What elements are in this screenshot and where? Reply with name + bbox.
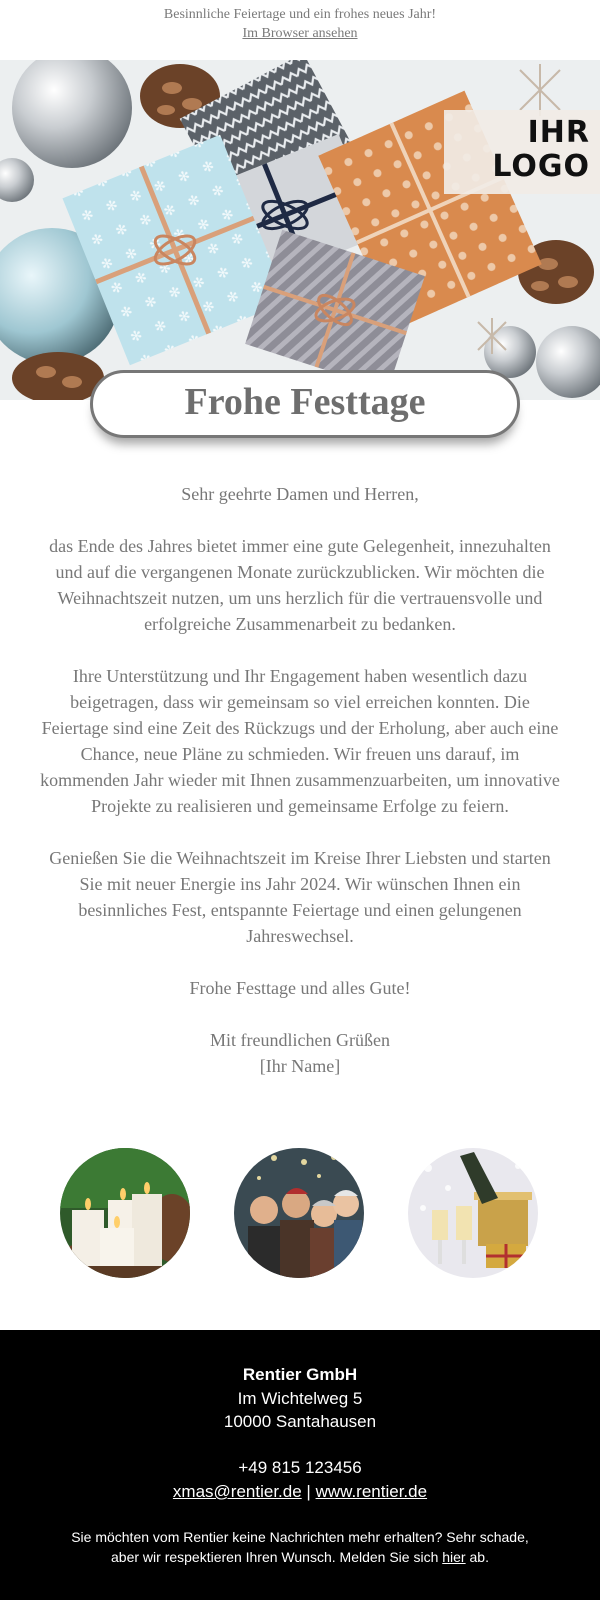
view-in-browser-link[interactable]: Im Browser ansehen bbox=[242, 26, 358, 41]
unsubscribe-text-2 bbox=[0, 1547, 600, 1567]
link-separator: | bbox=[301, 1482, 316, 1501]
friends-image bbox=[234, 1148, 364, 1278]
preheader bbox=[0, 0, 600, 60]
footer-phone: +49 815 123456 bbox=[238, 1458, 362, 1477]
closing-wish: Frohe Festtage und alles Gute! bbox=[189, 978, 411, 998]
website-link[interactable]: www.rentier.de bbox=[315, 1482, 428, 1501]
signoff: Mit freundlichen Grüßen bbox=[210, 1030, 390, 1050]
page-title: Frohe Festtage bbox=[184, 381, 426, 423]
footer-street: Im Wichtelweg 5 bbox=[237, 1389, 363, 1408]
logo-line-1: IHR bbox=[527, 115, 590, 150]
paragraph-2: Ihre Unterstützung und Ihr Engagement haben wesentlich dazu beigetragen, dass wir gemeinsam so viel erreichen konnten. Die Feiertage sind eine Zeit des Rückzugs und der Erholung, aber auch eine Chance, neue Pläne zu schmieden. Wir freuen uns darauf, im kommenden Jahr wieder mit Ihnen zusammenzuarbeiten, um innovative Projekte zu realisieren und gemeinsame Erfolge zu feiern. bbox=[40, 666, 560, 816]
logo-line-2: LOGO bbox=[492, 149, 590, 184]
paragraph-3: Genießen Sie die Weihnachtszeit im Kreise Ihrer Liebsten und starten Sie mit neuer Energie ins Jahr 2024. Wir wünschen Ihnen ein besinnliches Fest, entspannte Feiertage und einen gelungenen Jahreswechsel. bbox=[49, 848, 551, 946]
letter-body bbox=[40, 481, 560, 1079]
email-link[interactable]: xmas@rentier.de bbox=[172, 1482, 302, 1501]
unsubscribe-suffix: ab. bbox=[465, 1549, 489, 1565]
unsubscribe-prefix: aber wir respektieren Ihren Wunsch. Melden Sie sich bbox=[111, 1549, 443, 1565]
candles-image bbox=[60, 1148, 190, 1278]
title-banner bbox=[90, 370, 520, 438]
unsubscribe-text-1: Sie möchten vom Rentier keine Nachrichten mehr erhalten? Sehr schade, bbox=[71, 1529, 529, 1545]
greeting: Sehr geehrte Damen und Herren, bbox=[181, 484, 419, 504]
footer-city: 10000 Santahausen bbox=[223, 1412, 377, 1431]
preheader-tagline: Besinnliche Feiertage und ein frohes neues Jahr! bbox=[163, 7, 437, 22]
company-logo bbox=[444, 116, 590, 184]
footer-company: Rentier GmbH bbox=[242, 1365, 358, 1384]
image-row bbox=[0, 1148, 600, 1280]
champagne-image bbox=[408, 1148, 538, 1278]
paragraph-1: das Ende des Jahres bietet immer eine gute Gelegenheit, innezuhalten und auf die vergangenen Monate zurückzublicken. Wir möchten die Weihnachtszeit nutzen, um uns herzlich für die vertrauensvolle und erfolgreiche Zusammenarbeit zu bedanken. bbox=[49, 536, 551, 634]
footer-links bbox=[0, 1481, 600, 1503]
unsubscribe-link[interactable]: hier bbox=[442, 1549, 466, 1565]
name-placeholder: [Ihr Name] bbox=[259, 1056, 341, 1076]
footer bbox=[0, 1330, 600, 1600]
